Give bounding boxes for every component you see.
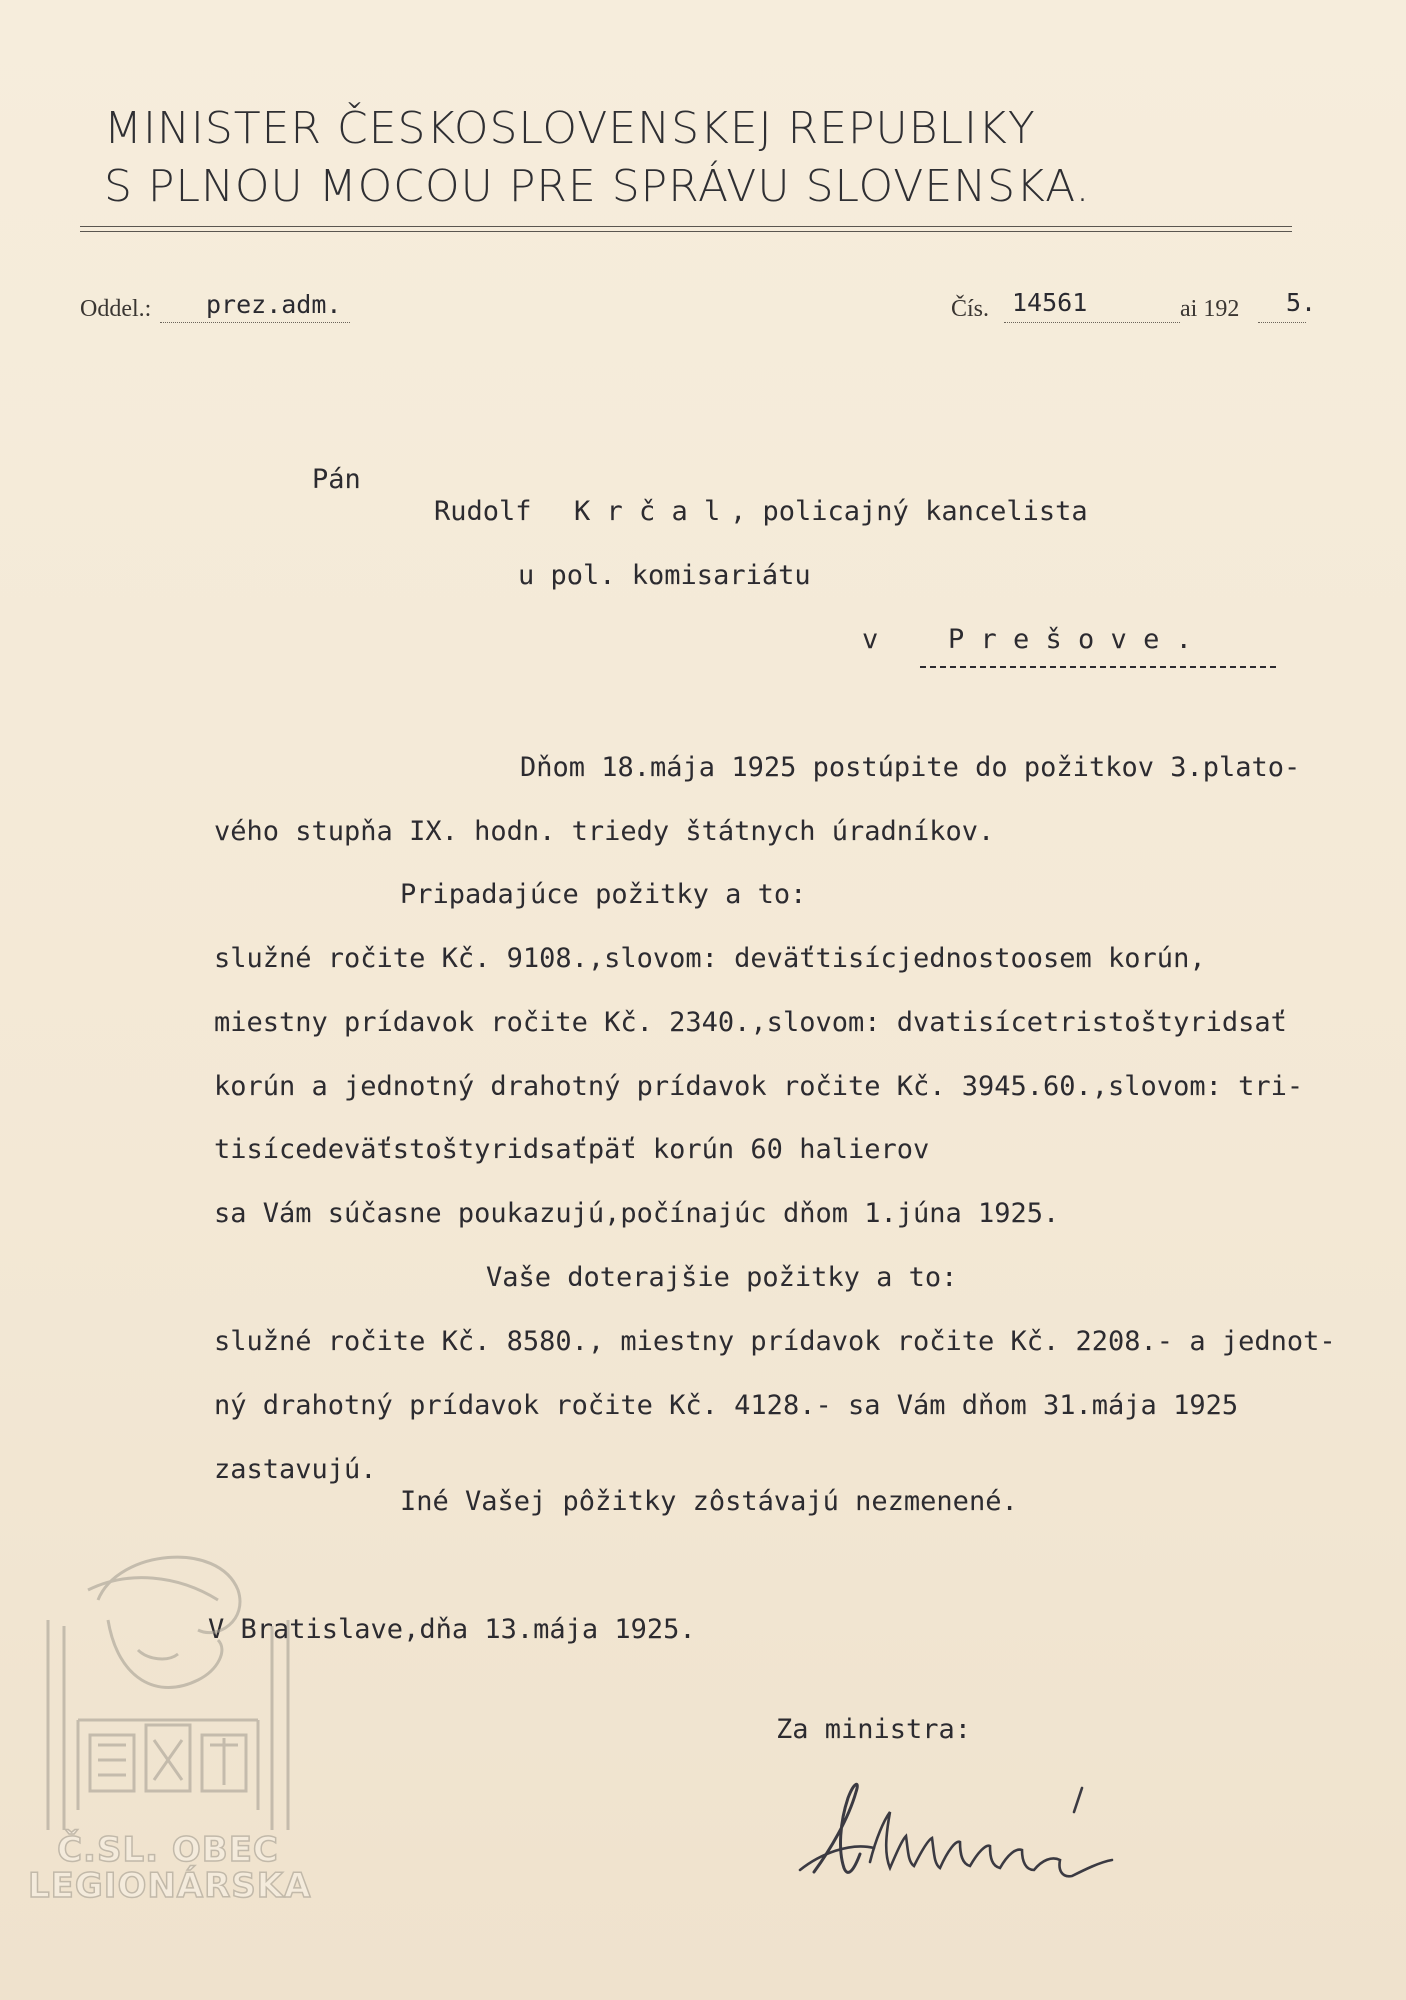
place-prefix: v bbox=[862, 624, 879, 655]
body-line-13: Iné Vašej pôžitky zôstávajú nezmenené. bbox=[400, 1486, 1018, 1517]
place-underline bbox=[920, 666, 1276, 668]
addressee-last-name: K r č a l bbox=[574, 496, 721, 527]
body-line-3: Pripadajúce požitky a to: bbox=[400, 879, 807, 910]
letterhead bbox=[104, 100, 1090, 216]
body-line-5: miestny prídavok ročite Kč. 2340.,slovom: dvatisícetristoštyridsať bbox=[214, 1007, 1287, 1038]
addressee-office: u pol. komisariátu bbox=[518, 560, 811, 591]
number-value: 14561 bbox=[1012, 288, 1088, 317]
body-line-6: korún a jednotný drahotný prídavok ročite Kč. 3945.60.,slovom: tri- bbox=[214, 1071, 1304, 1102]
body-line-12: zastavujú. bbox=[214, 1454, 377, 1485]
letterhead-line-2: S PLNOU MOCOU PRE SPRÁVU SLOVENSKA. bbox=[104, 161, 1091, 212]
watermark-line-1: Č.SL. OBEC bbox=[57, 1830, 279, 1870]
handwritten-signature bbox=[790, 1750, 1130, 1900]
year-label: ai 192 bbox=[1180, 296, 1240, 322]
department-value: prez.adm. bbox=[206, 290, 342, 319]
legion-watermark bbox=[28, 1530, 312, 1906]
department-dotted-line bbox=[160, 322, 350, 323]
body-line-8: sa Vám súčasne poukazujú,počínajúc dňom 1.júna 1925. bbox=[214, 1198, 1060, 1229]
body-line-9: Vaše doterajšie požitky a to: bbox=[486, 1262, 958, 1293]
body-line-10: služné ročite Kč. 8580., miestny prídavok ročite Kč. 2208.- a jednot- bbox=[214, 1326, 1336, 1357]
letterhead-rule-top bbox=[80, 226, 1292, 227]
place-and-date: V Bratislave,dňa 13.mája 1925. bbox=[208, 1614, 696, 1645]
letterhead-line-1: MINISTER ČESKOSLOVENSKEJ REPUBLIKY bbox=[104, 103, 1036, 154]
body-line-4: služné ročite Kč. 9108.,slovom: deväťtisícjednostoosem korún, bbox=[214, 943, 1206, 974]
addressee-first-name: Rudolf bbox=[434, 496, 532, 527]
body-line-7: tisícedeväťstoštyridsaťpäť korún 60 halierov bbox=[214, 1134, 930, 1165]
addressee-position: , policajný kancelista bbox=[730, 496, 1088, 527]
legion-emblem-icon bbox=[28, 1530, 308, 1830]
department-label: Oddel.: bbox=[80, 296, 152, 322]
body-line-2: vého stupňa IX. hodn. triedy štátnych úradníkov. bbox=[214, 816, 995, 847]
number-label: Čís. bbox=[951, 296, 990, 322]
number-dotted-line bbox=[1004, 322, 1180, 323]
addressee-place: P r e š o v e . bbox=[948, 624, 1192, 655]
signatory-label: Za ministra: bbox=[776, 1714, 972, 1745]
year-value: 5. bbox=[1286, 288, 1317, 317]
watermark-line-2: LEGIONÁRSKA bbox=[28, 1866, 312, 1906]
year-dotted-line bbox=[1258, 322, 1306, 323]
salutation: Pán bbox=[312, 464, 361, 495]
body-line-11: ný drahotný prídavok ročite Kč. 4128.- sa Vám dňom 31.mája 1925 bbox=[214, 1390, 1239, 1421]
body-line-1: Dňom 18.mája 1925 postúpite do požitkov 3.plato- bbox=[520, 752, 1301, 783]
letterhead-rule-bottom bbox=[80, 231, 1292, 232]
